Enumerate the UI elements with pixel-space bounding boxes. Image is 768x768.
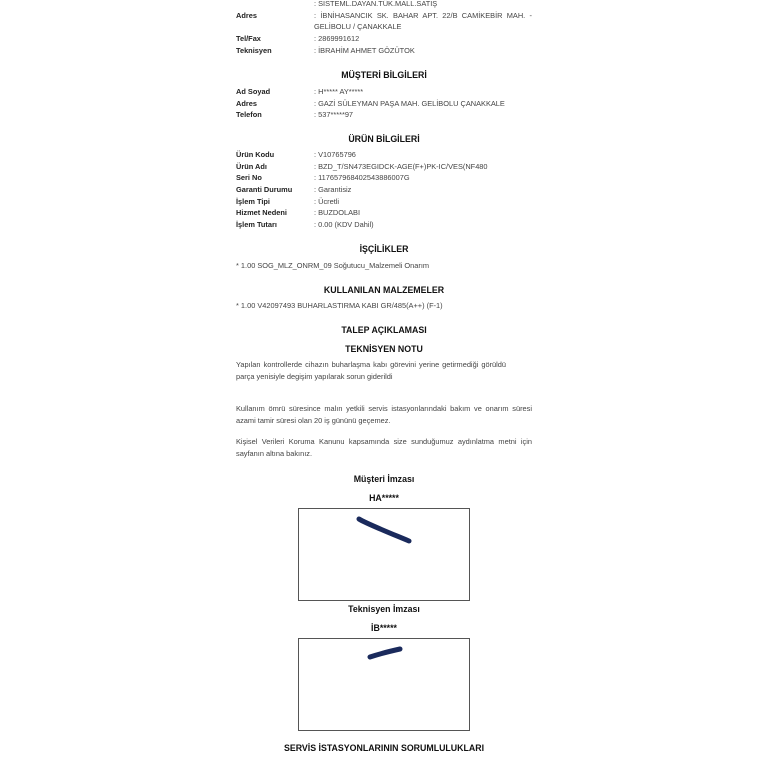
company-info (236, 0, 536, 56)
product-field-row (236, 219, 536, 231)
customer-signature-box (298, 508, 470, 601)
labor-section-title: İŞÇİLİKLER (359, 244, 409, 254)
kvkk-notice: Kişisel Verileri Koruma Kanunu kapsamında size sunduğumuz aydınlatma metni için sayfanın altına bakınız. (236, 437, 532, 458)
product-field-row (236, 149, 536, 161)
operation-amount-label: İşlem Tutarı (236, 220, 277, 230)
customer-name-label: Ad Soyad (236, 87, 271, 96)
customer-phone-row (236, 109, 536, 121)
customer-name-row (236, 86, 536, 98)
product-field-row (236, 161, 536, 173)
customer-info (236, 86, 536, 121)
warranty-status-label: Garanti Durumu (236, 185, 293, 195)
product-info (236, 149, 536, 231)
serial-no-value: : 117657968402543886007G (314, 172, 410, 184)
service-reason-label: Hizmet Nedeni (236, 208, 287, 218)
customer-signature-title: Müşteri İmzası (353, 474, 415, 484)
technician-signature-stroke (299, 639, 469, 730)
company-telfax-row (236, 33, 536, 45)
request-section-title: TALEP AÇIKLAMASI (341, 325, 427, 335)
product-name-label: Ürün Adı (236, 161, 267, 171)
product-code-value: : V10765796 (314, 149, 356, 161)
operation-type-label: İşlem Tipi (236, 196, 270, 206)
customer-signature-name: HA***** (369, 493, 399, 503)
company-name: : SISTEML.DAYAN.TÜK.MALL.SATIŞ (314, 0, 437, 10)
company-address-label: Adres (236, 10, 257, 20)
product-section-title: ÜRÜN BİLGİLERİ (348, 134, 420, 144)
customer-name-value: : H***** AY***** (314, 86, 363, 98)
product-name-value: : BZD_T/SN473EGIDCK-AGE(F+)PK-IC/VES(NF480 (314, 161, 488, 173)
labor-item: * 1.00 SOG_MLZ_ONRM_09 Soğutucu_Malzemeli Onarım (236, 261, 430, 270)
customer-signature-stroke (299, 509, 469, 600)
company-telfax-label: Tel/Fax (236, 34, 261, 44)
operation-type-value: : Ücretli (314, 196, 339, 208)
technician-signature-box (298, 638, 470, 731)
product-field-row (236, 196, 536, 208)
company-address-row (236, 10, 536, 33)
footer-responsibilities-title: SERVİS İSTASYONLARININ SORUMLULUKLARI (283, 743, 485, 753)
service-reason-value: : BUZDOLABI (314, 207, 360, 219)
company-technician-label: Teknisyen (236, 45, 272, 55)
materials-section-title: KULLANILAN MALZEMELER (323, 285, 445, 295)
tech-note-text: Yapılan kontrollerde cihazın buharlaşma kabı görevini yerine getirmediği görüldü parça yenisiyle degişim yapılarak sorun giderildi (236, 360, 506, 381)
company-telfax-value: : 2869991612 (314, 33, 359, 45)
warranty-status-value: : Garantisiz (314, 184, 351, 196)
customer-address-value: : GAZİ SÜLEYMAN PAŞA MAH. GELİBOLU ÇANAKKALE (314, 98, 505, 110)
company-name-row (236, 0, 536, 10)
customer-address-row (236, 98, 536, 110)
product-code-label: Ürün Kodu (236, 150, 275, 159)
company-address-value: : İBNİHASANCIK SK. BAHAR APT. 22/B CAMİKEBİR MAH. - GELİBOLU / ÇANAKKALE (314, 10, 532, 33)
materials-item: * 1.00 V42097493 BUHARLASTIRMA KABI GR/485(A++) (F-1) (236, 301, 443, 310)
technician-signature-title: Teknisyen İmzası (348, 604, 420, 614)
customer-phone-label: Telefon (236, 110, 262, 120)
customer-section-title: MÜŞTERİ BİLGİLERİ (341, 70, 427, 80)
company-technician-value: : İBRAHİM AHMET GÖZÜTOK (314, 45, 415, 57)
customer-phone-value: : 537*****97 (314, 109, 353, 121)
company-technician-row (236, 45, 536, 57)
product-field-row (236, 172, 536, 184)
technician-signature-name: İB***** (371, 623, 397, 633)
serial-no-label: Seri No (236, 173, 262, 183)
operation-amount-value: : 0.00 (KDV Dahil) (314, 219, 374, 231)
product-field-row (236, 184, 536, 196)
product-field-row (236, 207, 536, 219)
lifetime-notice: Kullanım ömrü süresince malın yetkili servis istasyonlarındaki bakım ve onarım süresi azami tamir süresi olan 20 iş gününü geçemez. (236, 404, 532, 425)
tech-note-title: TEKNİSYEN NOTU (345, 344, 423, 354)
customer-address-label: Adres (236, 98, 257, 108)
